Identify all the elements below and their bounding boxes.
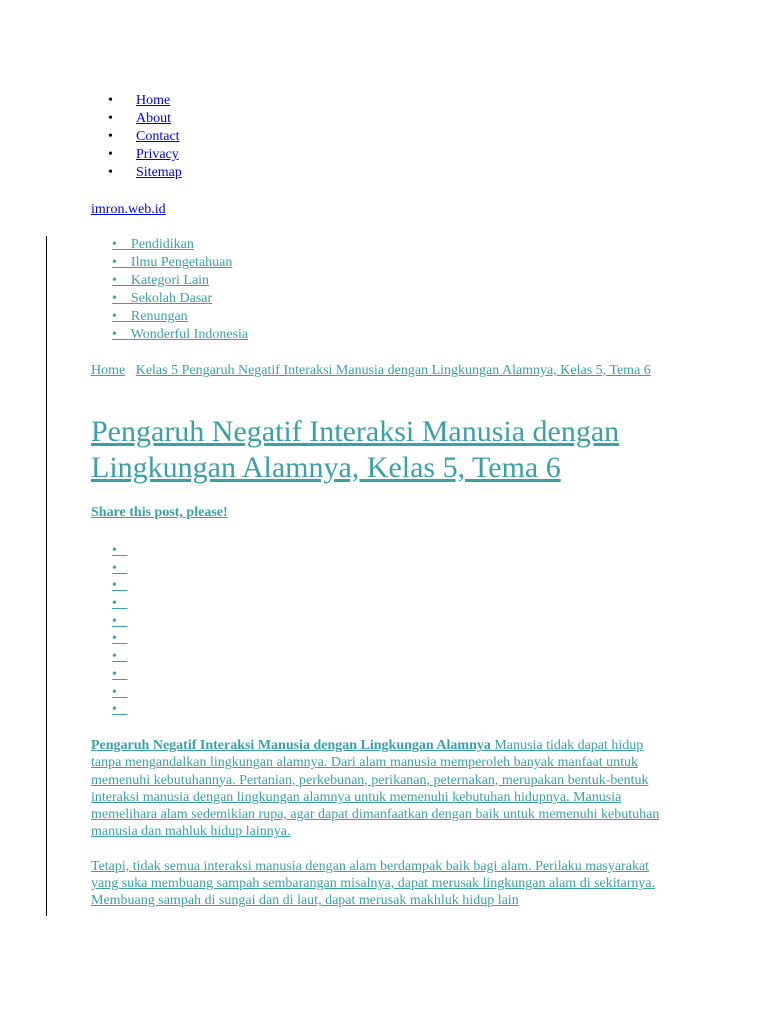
share-item xyxy=(112,595,127,613)
article-link[interactable] xyxy=(91,859,655,909)
nav-link-about[interactable]: About xyxy=(136,111,171,126)
share-item xyxy=(112,542,127,560)
share-item xyxy=(112,613,127,631)
share-link[interactable]: • xyxy=(112,596,128,612)
category-item xyxy=(112,290,248,308)
article-paragraph xyxy=(91,858,676,910)
breadcrumb-home-link[interactable]: Home xyxy=(91,363,126,378)
share-link[interactable]: • xyxy=(112,649,128,665)
share-heading-link[interactable]: Share this post, please! xyxy=(91,505,228,520)
vertical-divider xyxy=(46,236,47,916)
category-link-ilmu-pengetahuan[interactable]: • Ilmu Pengetahuan xyxy=(112,255,233,270)
category-item xyxy=(112,254,248,272)
share-link[interactable]: • xyxy=(112,702,128,718)
top-nav-item-sitemap xyxy=(108,164,182,182)
category-link-renungan[interactable]: • Renungan xyxy=(112,309,188,324)
share-link[interactable]: • xyxy=(112,543,128,558)
category-link-pendidikan[interactable]: • Pendidikan xyxy=(112,237,194,252)
article-paragraph-1-text: Manusia tidak dapat hidup tanpa mengandalkan lingkungan alamnya. Dari alam manusia memperoleh banyak manfaat untuk memenuhi kebutuhannya. Pertanian, perkebunan, perikanan, peternakan, merupakan bentuk-bentuk interaksi manusia dengan lingkungan alamnya untuk memenuhi kebutuhan hidupnya. Manusia memelihara alam sedemikian rupa, agar dapat dimanfaatkan dengan baik untuk memenuhi kebutuhan manusia dan mahluk hidup lainnya. xyxy=(91,738,660,840)
category-navigation xyxy=(112,236,248,344)
share-item xyxy=(112,577,127,595)
share-item xyxy=(112,684,127,702)
top-navigation xyxy=(108,92,182,182)
site-name-link[interactable]: imron.web.id xyxy=(91,202,166,217)
top-nav-item-privacy xyxy=(108,146,182,164)
share-link[interactable]: • xyxy=(112,631,128,647)
category-link-sekolah-dasar[interactable]: • Sekolah Dasar xyxy=(112,291,213,306)
article-link[interactable] xyxy=(91,738,659,839)
article-paragraph xyxy=(91,737,676,841)
article-body xyxy=(91,737,676,927)
category-link-wonderful-indonesia[interactable]: • Wonderful Indonesia xyxy=(112,327,249,342)
share-item xyxy=(112,701,127,719)
share-link[interactable]: • xyxy=(112,560,128,576)
nav-link-contact[interactable]: Contact xyxy=(136,129,180,144)
share-link[interactable]: • xyxy=(112,613,128,629)
top-nav-item-home xyxy=(108,92,182,110)
article-paragraph-2-text: Tetapi, tidak semua interaksi manusia dengan alam berdampak baik bagi alam. Perilaku masyarakat yang suka membuang sampah sembarangan misalnya, dapat merusak lingkungan alam di sekitarnya. Membuang sampah di sungai dan di laut, dapat merusak makhluk hidup lain xyxy=(91,858,656,909)
share-item xyxy=(112,560,127,578)
top-nav-item-contact xyxy=(108,128,182,146)
share-link[interactable]: • xyxy=(112,666,128,682)
page-title xyxy=(91,414,731,486)
page-title-link[interactable]: Pengaruh Negatif Interaksi Manusia dengan Lingkungan Alamnya, Kelas 5, Tema 6 xyxy=(91,415,620,484)
share-item xyxy=(112,630,127,648)
top-nav-item-about xyxy=(108,110,182,128)
category-item xyxy=(112,272,248,290)
share-link[interactable]: • xyxy=(112,684,128,700)
breadcrumb xyxy=(91,362,671,379)
category-item xyxy=(112,326,248,344)
category-item xyxy=(112,308,248,326)
nav-link-home[interactable]: Home xyxy=(136,93,171,108)
category-item xyxy=(112,236,248,254)
share-item xyxy=(112,648,127,666)
article-lead-bold: Pengaruh Negatif Interaksi Manusia dengan Lingkungan Alamnya xyxy=(91,738,491,753)
breadcrumb-current-link[interactable]: Kelas 5 Pengaruh Negatif Interaksi Manusia dengan Lingkungan Alamnya, Kelas 5, Tema 6 xyxy=(135,363,651,378)
share-buttons-list xyxy=(112,542,127,719)
nav-link-sitemap[interactable]: Sitemap xyxy=(136,165,182,180)
category-link-kategori-lain[interactable]: • Kategori Lain xyxy=(112,273,210,288)
share-item xyxy=(112,666,127,684)
nav-link-privacy[interactable]: Privacy xyxy=(136,147,179,162)
share-link[interactable]: • xyxy=(112,578,128,594)
